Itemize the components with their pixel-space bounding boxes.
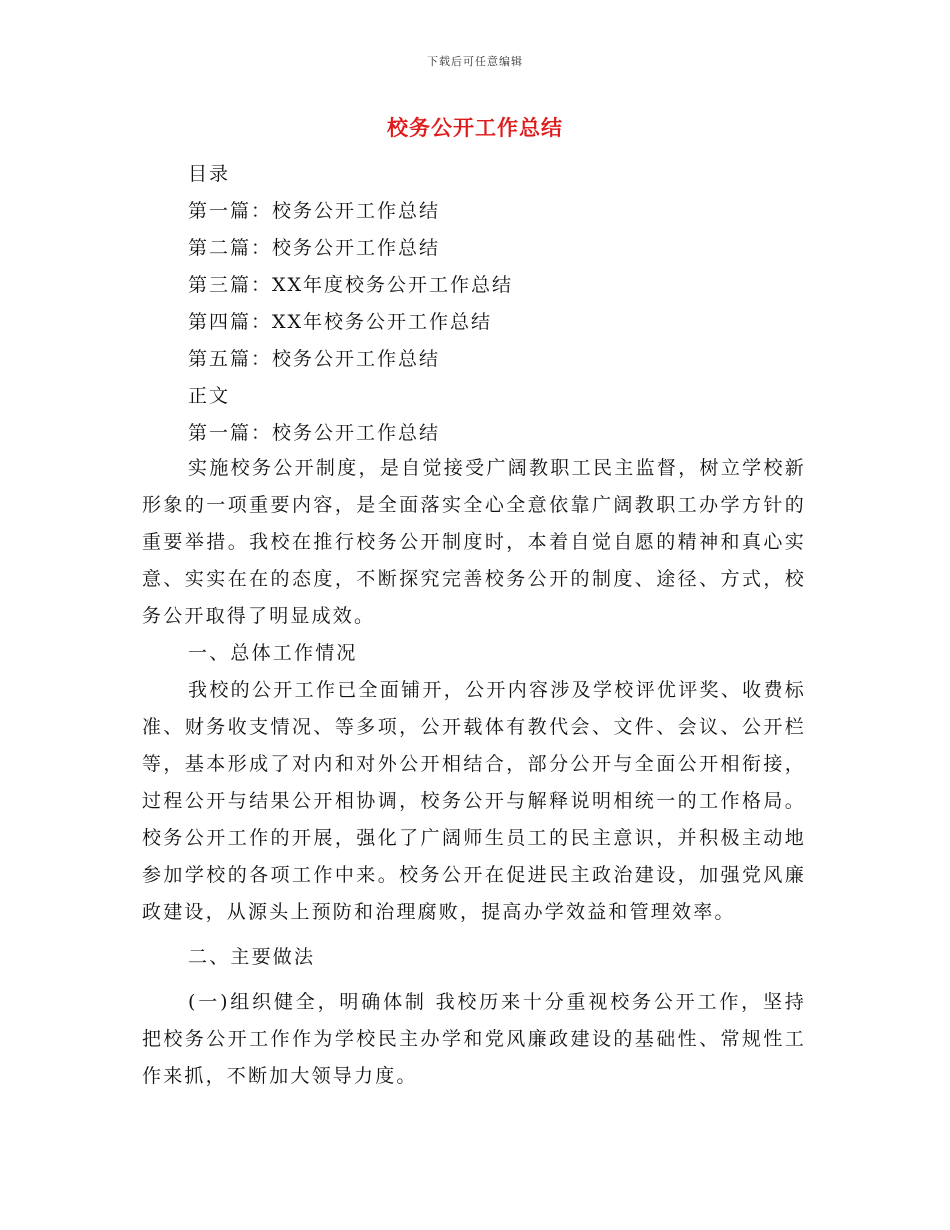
toc-item: 第五篇：校务公开工作总结: [188, 348, 441, 370]
section-paragraph: (一)组织健全，明确体制 我校历来十分重视校务公开工作，坚持把校务公开工作作为学校民主办学和党风廉政建设的基础性、常规性工作来抓，不断加大领导力度。: [142, 991, 806, 1087]
toc-item: 第四篇：XX年校务公开工作总结: [188, 311, 493, 333]
table-of-contents: [188, 156, 513, 452]
document-body: [142, 450, 806, 1095]
document-title: 校务公开工作总结: [387, 115, 563, 140]
header-note: 下载后可任意编辑: [427, 55, 523, 68]
intro-paragraph: 实施校务公开制度，是自觉接受广阔教职工民主监督，树立学校新形象的一项重要内容，是全面落实全心全意依靠广阔教职工办学方针的重要举措。我校在推行校务公开制度时，本着自觉自愿的精神和真心实意、实实在在的态度，不断探究完善校务公开的制度、途径、方式，校务公开取得了明显成效。: [142, 457, 806, 627]
toc-item: 第一篇：校务公开工作总结: [188, 200, 441, 222]
toc-label: 目录: [188, 163, 231, 185]
toc-item: 第三篇：XX年度校务公开工作总结: [188, 274, 514, 296]
chapter-heading: 第一篇：校务公开工作总结: [188, 422, 441, 444]
section-paragraph: 我校的公开工作已全面铺开，公开内容涉及学校评优评奖、收费标准、财务收支情况、等多项，公开载体有教代会、文件、会议、公开栏等，基本形成了对内和对外公开相结合，部分公开与全面公开相衔接，过程公开与结果公开相协调，校务公开与解释说明相统一的工作格局。校务公开工作的开展，强化了广阔师生员工的民主意识，并积极主动地参加学校的各项工作中来。校务公开在促进民主政治建设，加强党风廉政建设，从源头上预防和治理腐败，提高办学效益和管理效率。: [142, 679, 806, 923]
body-label: 正文: [188, 385, 231, 407]
toc-item: 第二篇：校务公开工作总结: [188, 237, 441, 259]
section-heading: 二、主要做法: [188, 946, 316, 968]
section-heading: 一、总体工作情况: [188, 642, 358, 664]
